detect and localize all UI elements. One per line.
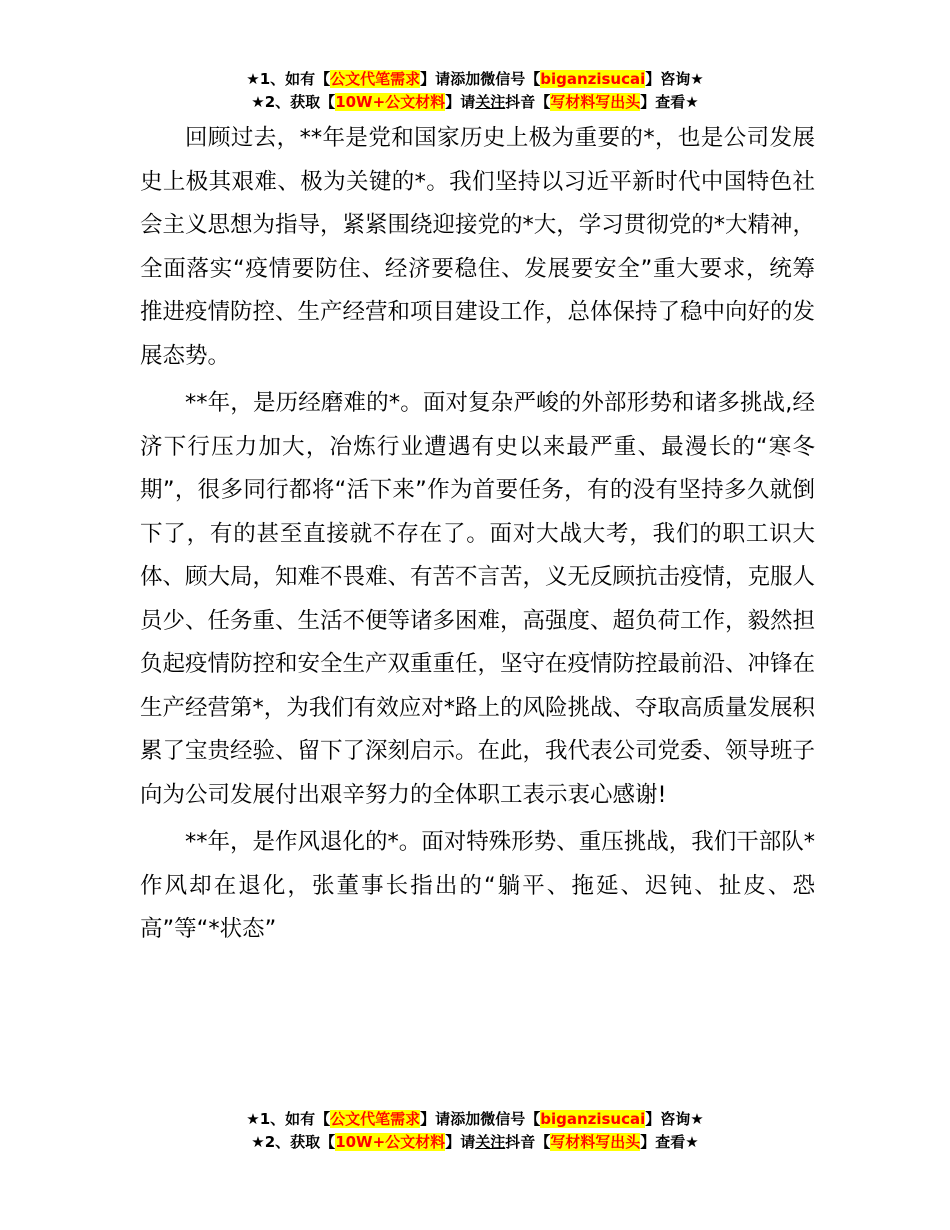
highlight-wechat-id: biganzisucai [540, 70, 646, 88]
document-body [140, 117, 815, 952]
highlight-materials: 10W+公文材料 [335, 93, 446, 111]
highlight-douyin-account: 写材料写出头 [550, 93, 641, 111]
footer-banner-line-1: ★1、如有【公文代笔需求】请添加微信号【biganzisucai】咨询★ [246, 1110, 704, 1128]
highlight-service: 公文代笔需求 [330, 70, 421, 88]
footer-highlight-douyin-account: 写材料写出头 [550, 1133, 641, 1151]
banner-line-2: ★2、获取【10W+公文材料】请关注抖音【写材料写出头】查看★ [251, 93, 699, 111]
paragraph-review: 回顾过去，**年是党和国家历史上极为重要的*，也是公司发展史上极其艰难、极为关键的*。我们坚持以习近平新时代中国特色社会主义思想为指导，紧紧围绕迎接党的*大，学习贯彻党的*大精神，全面落实“疫情要防住、经济要稳住、发展要安全”重大要求，统筹推进疫情防控、生产经营和项目建设工作，总体保持了稳中向好的发展态势。 [140, 125, 816, 369]
banner-line-1: ★1、如有【公文代笔需求】请添加微信号【biganzisucai】咨询★ [246, 70, 704, 88]
footer-banner-line-2: ★2、获取【10W+公文材料】请关注抖音【写材料写出头】查看★ [251, 1133, 699, 1151]
footer-banner [0, 1108, 950, 1154]
paragraph-work-style: **年，是作风退化的*。面对特殊形势、重压挑战，我们干部队*作风却在退化，张董事长指出的“躺平、拖延、迟钝、扯皮、恐高”等“*状态” [140, 829, 816, 942]
paragraph-hardship: **年，是历经磨难的*。面对复杂严峻的外部形势和诸多挑战,经济下行压力加大，冶炼行业遭遇有史以来最严重、最漫长的“寒冬期”，很多同行都将“活下来”作为首要任务，有的没有坚持多久就倒下了，有的甚至直接就不存在了。面对大战大考，我们的职工识大体、顾大局，知难不畏难、有苦不言苦，义无反顾抗击疫情，克服人员少、任务重、生活不便等诸多困难，高强度、超负荷工作，毅然担负起疫情防控和安全生产双重重任，坚守在疫情防控最前沿、冲锋在生产经营第*，为我们有效应对*路上的风险挑战、夺取高质量发展积累了宝贵经验、留下了深刻启示。在此，我代表公司党委、领导班子向为公司发展付出艰辛努力的全体职工表示衷心感谢! [140, 390, 816, 808]
header-banner [0, 68, 950, 114]
footer-highlight-service: 公文代笔需求 [330, 1110, 421, 1128]
footer-highlight-wechat-id: biganzisucai [540, 1110, 646, 1128]
footer-highlight-materials: 10W+公文材料 [335, 1133, 446, 1151]
